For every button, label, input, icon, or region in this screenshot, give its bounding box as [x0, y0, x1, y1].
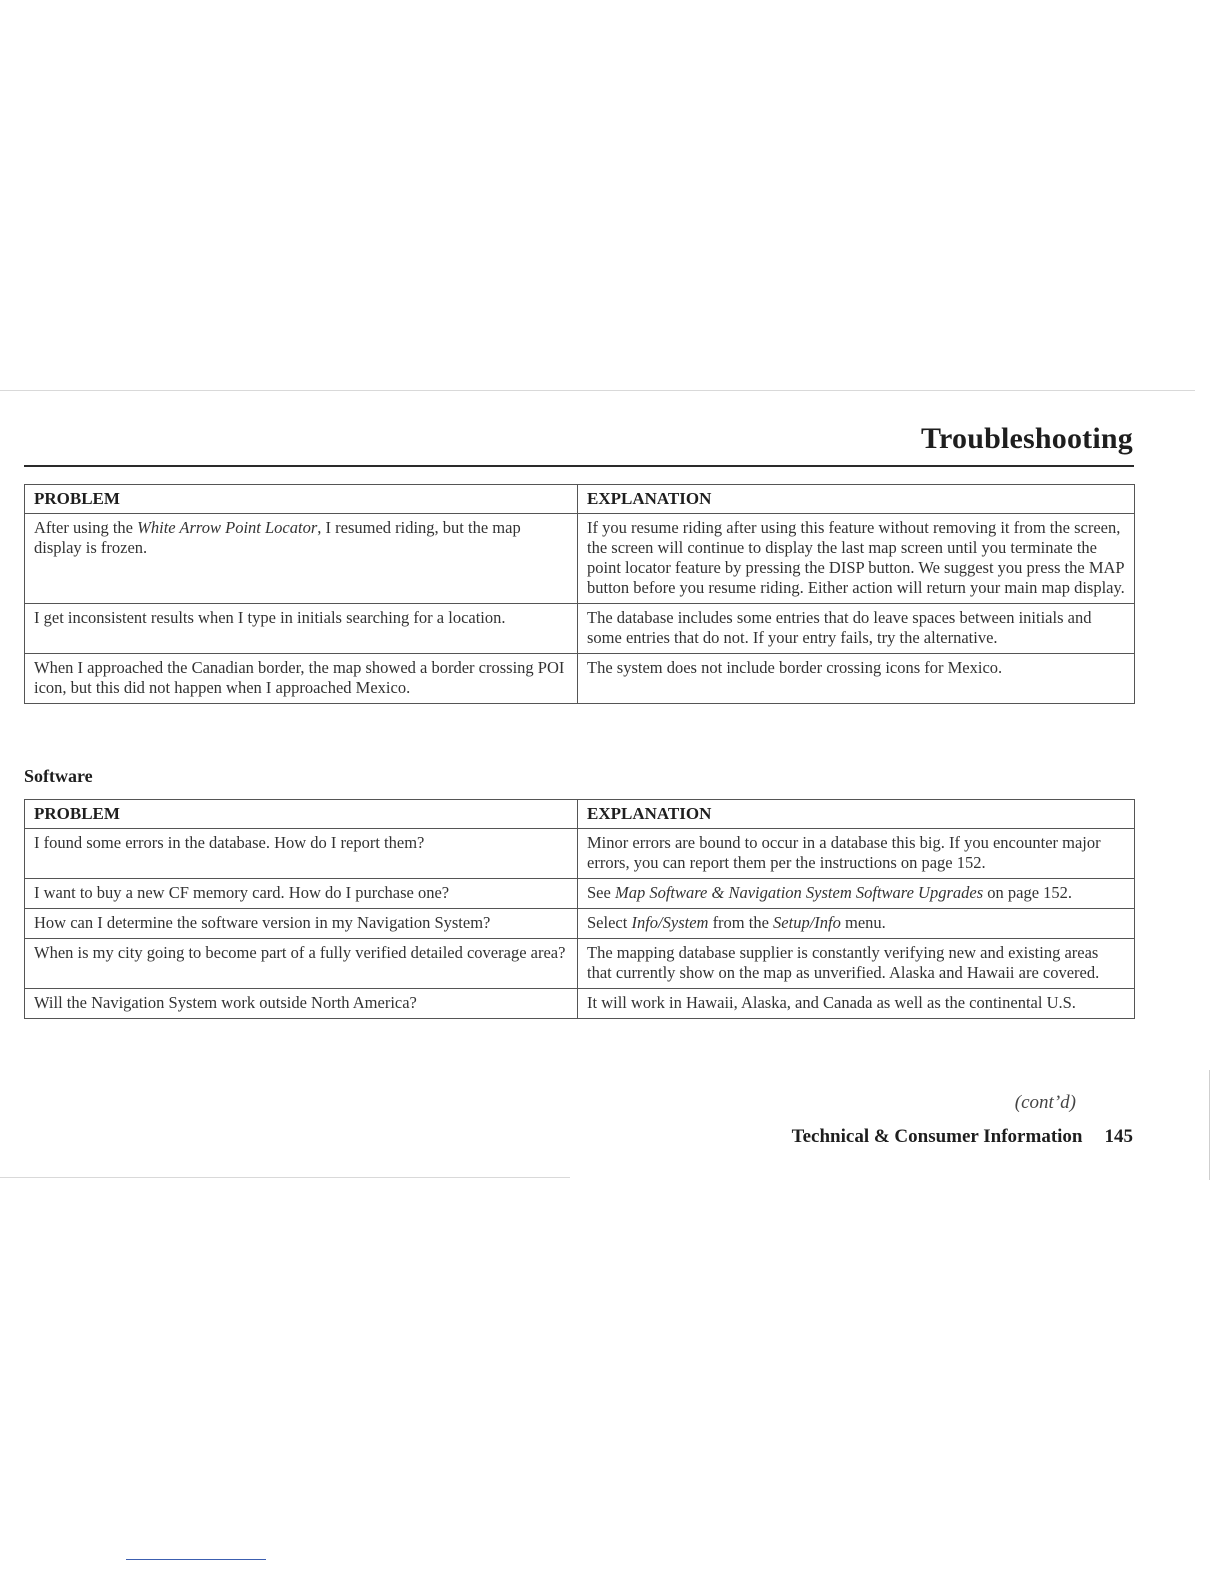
scan-line-top: [0, 390, 1195, 391]
problem-cell: [25, 514, 578, 604]
problem-cell: When is my city going to become part of a fully verified detailed coverage area?: [25, 939, 578, 989]
table-row: [25, 879, 1135, 909]
section-heading-software: Software: [24, 766, 93, 786]
problem-cell: Will the Navigation System work outside North America?: [25, 989, 578, 1019]
table-row: [25, 989, 1135, 1019]
troubleshooting-table-software: [24, 799, 1135, 1019]
explanation-text: Select: [587, 913, 632, 932]
table-header-row: [25, 485, 1135, 514]
page-title: Troubleshooting: [921, 422, 1133, 455]
explanation-column-header: EXPLANATION: [578, 485, 1135, 514]
scan-underline-mark: [126, 1559, 266, 1560]
menu-name: Setup/Info: [773, 913, 841, 932]
page-number: 145: [1104, 1126, 1133, 1147]
explanation-text: on page 152.: [983, 883, 1073, 902]
menu-item-name: Info/System: [631, 913, 709, 932]
explanation-cell: The mapping database supplier is constantly verifying new and existing areas that currently show on the map as unverified. Alaska and Hawaii are covered.: [578, 939, 1135, 989]
explanation-cell: [578, 879, 1135, 909]
table-row: [25, 604, 1135, 654]
explanation-cell: If you resume riding after using this feature without removing it from the screen, the screen will continue to display the last map screen until you terminate the point locator feature by pressing the DISP button. We suggest you press the MAP button before you resume riding. Either action will return your main map display.: [578, 514, 1135, 604]
problem-cell: I get inconsistent results when I type in initials searching for a location.: [25, 604, 578, 654]
table-header-row: [25, 800, 1135, 829]
explanation-column-header: EXPLANATION: [578, 800, 1135, 829]
explanation-cell: [578, 909, 1135, 939]
explanation-text: from the: [708, 913, 774, 932]
scan-edge-mark: [1209, 1070, 1210, 1180]
footer-section-title: Technical & Consumer Information: [791, 1126, 1083, 1147]
problem-cell: I want to buy a new CF memory card. How do I purchase one?: [25, 879, 578, 909]
problem-cell: I found some errors in the database. How do I report them?: [25, 829, 578, 879]
title-rule: [24, 465, 1134, 467]
explanation-cell: Minor errors are bound to occur in a database this big. If you encounter major errors, you can report them per the instructions on page 152.: [578, 829, 1135, 879]
table-row: [25, 939, 1135, 989]
explanation-text: See: [587, 883, 615, 902]
scan-line-bottom: [0, 1177, 570, 1178]
problem-cell: When I approached the Canadian border, the map showed a border crossing POI icon, but this did not happen when I approached Mexico.: [25, 654, 578, 704]
problem-text: , I resumed riding, but the map display is frozen.: [34, 518, 521, 557]
page-footer: [792, 1126, 1133, 1148]
reference-title: Map Software & Navigation System Software Upgrades: [614, 883, 984, 902]
table-row: [25, 909, 1135, 939]
explanation-cell: It will work in Hawaii, Alaska, and Canada as well as the continental U.S.: [578, 989, 1135, 1019]
explanation-cell: The database includes some entries that do leave spaces between initials and some entries that do not. If your entry fails, try the alternative.: [578, 604, 1135, 654]
explanation-text: menu.: [840, 913, 886, 932]
problem-column-header: PROBLEM: [25, 800, 578, 829]
troubleshooting-table-general: [24, 484, 1135, 704]
table-row: [25, 514, 1135, 604]
problem-text: After using the: [34, 518, 138, 537]
continued-marker: (cont’d): [1014, 1092, 1076, 1113]
problem-column-header: PROBLEM: [25, 485, 578, 514]
feature-name: White Arrow Point Locator: [137, 518, 318, 537]
table-row: [25, 654, 1135, 704]
table-row: [25, 829, 1135, 879]
problem-cell: How can I determine the software version in my Navigation System?: [25, 909, 578, 939]
explanation-cell: The system does not include border crossing icons for Mexico.: [578, 654, 1135, 704]
